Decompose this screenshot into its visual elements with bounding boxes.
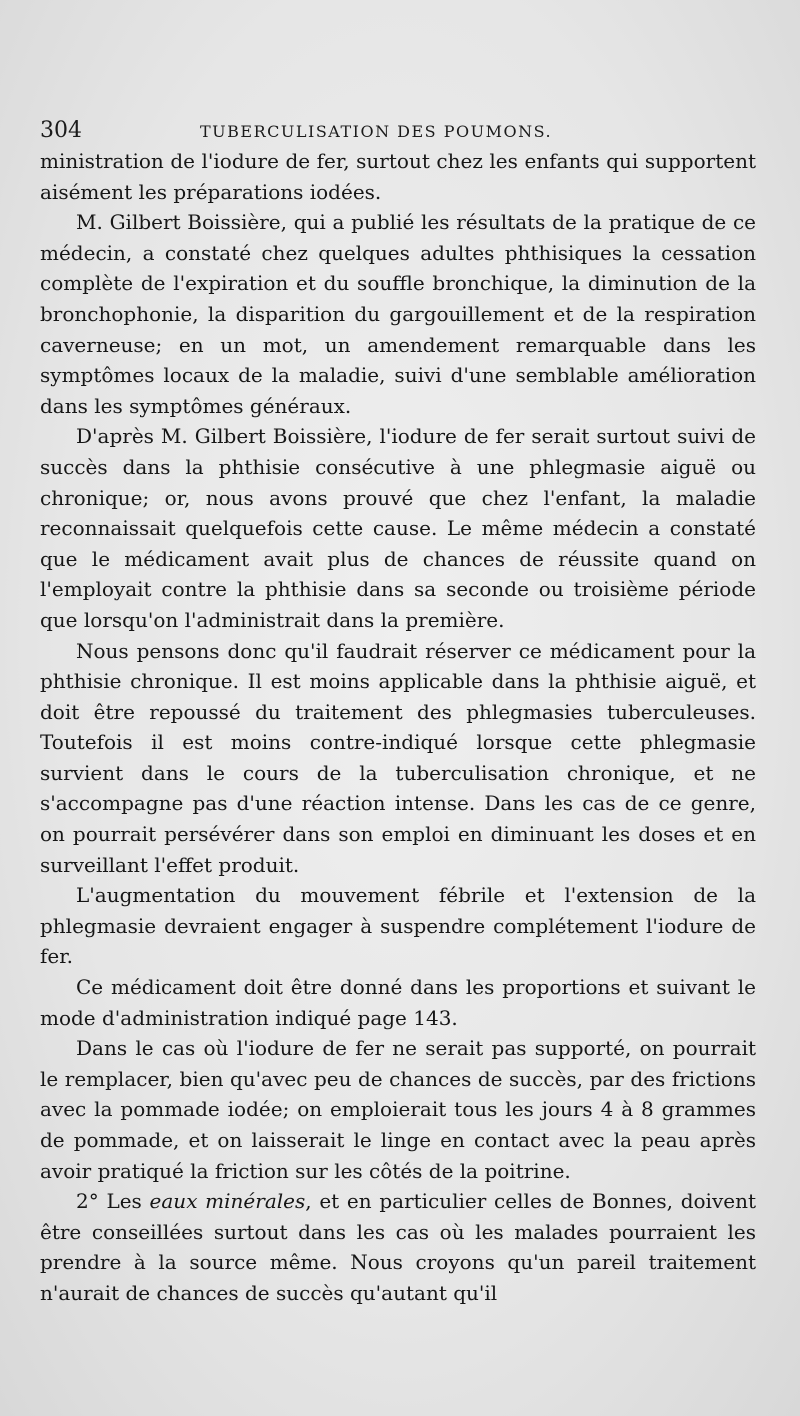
paragraph: Ce médicament doit être donné dans les proportions et suivant le mode d'administration indiqué page 143. — [40, 975, 756, 1030]
page-number: 304 — [40, 118, 82, 143]
paragraph: Nous pensons donc qu'il faudrait réserver ce médicament pour la phthisie chronique. Il est moins applicable dans la phthisie aiguë, et doit être repoussé du traitement des phlegmasies tuberculeuses. Toutefois il est moins contre-indiqué lorsque cette phlegmasie survient dans le cours de la tuberculisation chronique, et ne s'accompagne pas d'une réaction intense. Dans les cas de ce genre, on pourrait persévérer dans son emploi en diminuant les doses et en surveillant l'effet produit. — [40, 638, 756, 877]
body-text — [40, 146, 756, 1309]
paragraph: L'augmentation du mouvement fébrile et l'extension de la phlegmasie devraient engager à suspendre complétement l'iodure de fer. — [40, 883, 756, 969]
page-header — [40, 116, 780, 146]
running-title: TUBERCULISATION DES POUMONS. — [200, 122, 553, 141]
paragraph-mineral-waters — [40, 1186, 756, 1308]
paragraph: D'après M. Gilbert Boissière, l'iodure de fer serait surtout suivi de succès dans la phthisie consécutive à une phlegmasie aiguë ou chronique; or, nous avons prouvé que chez l'enfant, la maladie reconnaissait quelquefois cette cause. Le même médecin a constaté que le médicament avait plus de chances de réussite quand on l'employait contre la phthisie dans sa seconde ou troisième période que lorsqu'on l'administrait dans la première. — [40, 424, 756, 632]
paragraph-prefix: 2° Les — [76, 1189, 150, 1214]
paragraph: Dans le cas où l'iodure de fer ne serait pas supporté, on pourrait le remplacer, bien qu'avec peu de chances de succès, par des frictions avec la pommade iodée; on emploierait tous les jours 4 à 8 grammes de pommade, et on laisserait le linge en contact avec la peau après avoir pratiqué la friction sur les côtés de la poitrine. — [40, 1036, 756, 1183]
paragraph-suffix: , et en particulier celles de Bonnes, doivent être conseillées surtout dans les cas où les malades pourraient les prendre à la source même. Nous croyons qu'un pareil traitement n'aurait de chances de succès qu'autant qu'il — [40, 1189, 757, 1305]
italic-term: eaux minérales — [149, 1189, 306, 1214]
paragraph: M. Gilbert Boissière, qui a publié les résultats de la pratique de ce médecin, a constaté chez quelques adultes phthisiques la cessation complète de l'expiration et du souffle bronchique, la diminution de la bronchophonie, la disparition du gargouillement et de la respiration caverneuse; en un mot, un amendement remarquable dans les symptômes locaux de la maladie, suivi d'une semblable amélioration dans les symptômes généraux. — [40, 210, 756, 418]
paragraph-continuation: ministration de l'iodure de fer, surtout chez les enfants qui supportent aisément les préparations iodées. — [40, 149, 756, 204]
